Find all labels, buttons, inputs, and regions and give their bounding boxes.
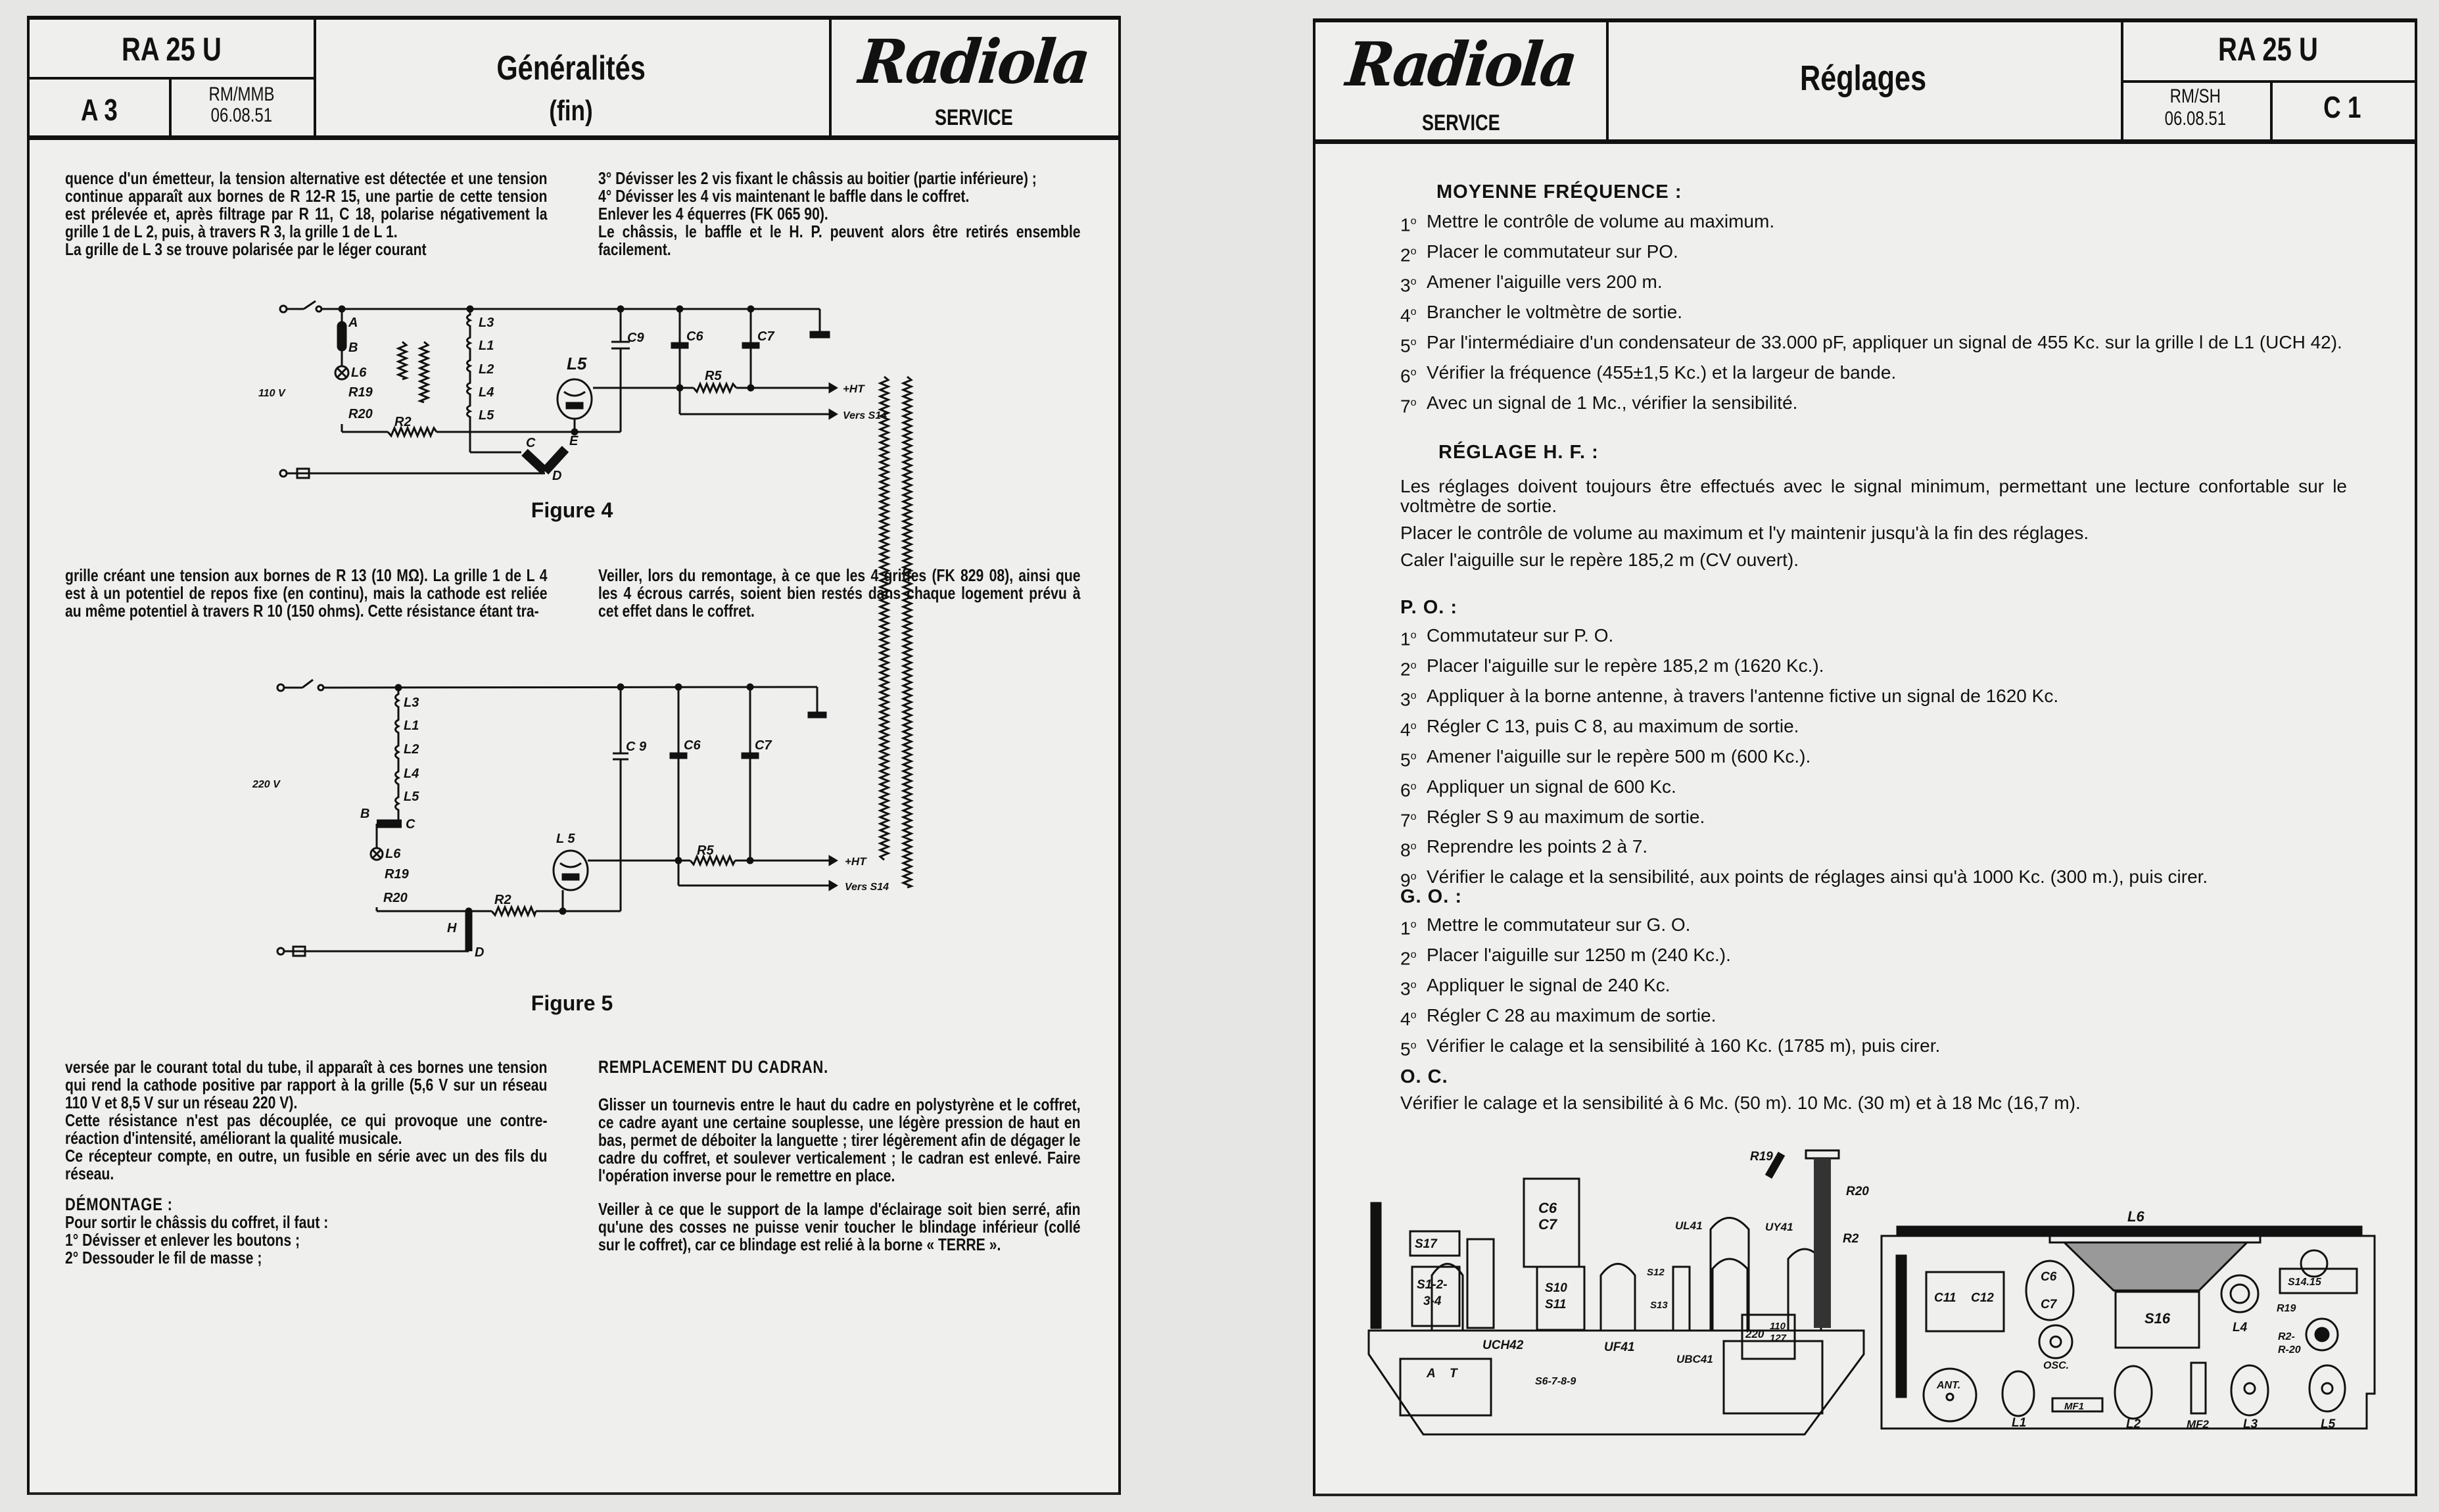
figure-4-caption: Figure 4 (531, 498, 613, 522)
label: R19 (385, 867, 409, 882)
paragraph: 4° Dévisser les 4 vis maintenant le baffle dans le coffret. (598, 186, 970, 206)
item-number: 9$^o$ (1400, 870, 1417, 891)
label: T (1450, 1367, 1457, 1381)
page-title: Généralités (fin) (314, 48, 829, 131)
label: C (526, 436, 536, 450)
figure-5-schematic (277, 377, 911, 956)
author: RM/SH (2169, 85, 2221, 107)
label: R20 (1846, 1185, 1869, 1198)
paragraph: La grille de L 3 se trouve polarisée par le léger courant (65, 239, 427, 259)
label: 127 (1770, 1333, 1787, 1344)
resistor (694, 384, 736, 392)
figure-4-labels (258, 316, 887, 483)
label: L1 (404, 719, 419, 733)
resistor (880, 377, 888, 860)
label: A (1427, 1367, 1436, 1381)
label: L4 (2233, 1321, 2248, 1335)
label: L5 (404, 790, 419, 804)
label: L3 (479, 316, 494, 330)
label: R2 (1843, 1232, 1859, 1246)
label: C6 (2041, 1270, 2057, 1284)
label: L4 (404, 767, 419, 781)
label: L6 (351, 366, 367, 380)
item-text: Avec un signal de 1 Mc., vérifier la sensibilité. (1427, 392, 1798, 413)
item-text: Mettre le contrôle de volume au maximum. (1427, 211, 1775, 231)
label: S12 (1647, 1267, 1665, 1278)
paragraph: Vérifier le calage et la sensibilité à 6 Mc. (50 m). 10 Mc. (30 m) et à 18 Mc (16,7 m). (1400, 1093, 2081, 1113)
label: S13 (1650, 1300, 1668, 1311)
label: UF41 (1604, 1340, 1635, 1354)
list-item: 1° Dévisser et enlever les boutons ; (65, 1230, 300, 1250)
item-text: Placer l'aiguille sur le repère 185,2 m (1620 Kc.). (1427, 655, 1824, 676)
label: R5 (697, 843, 714, 858)
item-text: Mettre le commutateur sur G. O. (1427, 914, 1691, 935)
paragraph: versée par le courant total du tube, il apparaît à ces bornes une tension qui rend la cathode positive par rapport à la grille (5,6 V sur un réseau 110 V et 8,5 V sur un réseau 220 V). (65, 1057, 548, 1112)
label: MF2 (2187, 1418, 2209, 1430)
label: C6 (684, 738, 701, 753)
label: +HT (845, 855, 866, 868)
label: C6 (1538, 1200, 1557, 1216)
item-text: Amener l'aiguille sur le repère 500 m (600 Kc.). (1427, 745, 1811, 767)
resistor (420, 342, 428, 402)
label: R19 (348, 385, 373, 400)
label: C12 (1971, 1291, 1994, 1305)
label: S6-7-8-9 (1535, 1376, 1576, 1387)
date: 06.08.51 (2164, 108, 2227, 130)
item-text: Régler S 9 au maximum de sortie. (1427, 806, 1705, 827)
item-text: Vérifier la fréquence (455±1,5 Kc.) et la largeur de bande. (1427, 362, 1897, 383)
paragraph: Ce récepteur compte, en outre, un fusible en série avec un des fils du réseau. (65, 1146, 548, 1183)
label: L1 (2012, 1416, 2027, 1430)
label: 110 (1770, 1321, 1786, 1332)
label: C7 (2041, 1298, 2057, 1311)
item-text: Appliquer un signal de 600 Kc. (1427, 776, 1676, 797)
list-item: 2° Dessouder le fil de masse ; (65, 1248, 262, 1267)
ground-symbol (811, 332, 829, 337)
paragraph: Caler l'aiguille sur le repère 185,2 m (CV ouvert). (1400, 550, 1799, 570)
item-number: 6$^o$ (1400, 365, 1417, 386)
author: RM/MMB (208, 83, 274, 105)
section-heading: RÉGLAGE H. F. : (1438, 442, 1599, 463)
label: S10 (1545, 1281, 1567, 1295)
resistor (398, 342, 406, 379)
resistor (903, 377, 911, 887)
section-heading: P. O. : (1400, 597, 1458, 618)
item-text: Placer l'aiguille sur 1250 m (240 Kc.). (1427, 944, 1731, 965)
section-heading: G. O. : (1400, 886, 1462, 907)
radiola-logo: Radiola (1343, 29, 1578, 100)
page-code: C 1 (2323, 90, 2361, 124)
label: S11 (1545, 1298, 1567, 1311)
item-number: 2$^o$ (1400, 948, 1417, 969)
label: L5 (2321, 1417, 2336, 1431)
section-heading: MOYENNE FRÉQUENCE : (1436, 181, 1682, 202)
item-number: 3$^o$ (1400, 978, 1417, 999)
fuse (338, 322, 346, 350)
label: R20 (383, 891, 408, 905)
page-code: A 3 (81, 93, 118, 127)
label: L2 (2126, 1417, 2141, 1431)
label: S1-2- (1417, 1278, 1448, 1292)
paragraph: 3° Dévisser les 2 vis fixant le châssis au boitier (partie inférieure) ; (598, 168, 1037, 188)
paragraph: Veiller à ce que le support de la lampe d'éclairage soit bien serré, afin qu'une des cosses ne puisse venir toucher le blindage inférieur (collé sur le coffret), car ce blindage est relié à la borne « TERRE ». (598, 1199, 1081, 1254)
item-number: 7$^o$ (1400, 395, 1417, 416)
item-number: 4$^o$ (1400, 719, 1417, 740)
label: L6 (385, 847, 401, 861)
label: B (360, 807, 370, 821)
paragraph: Le châssis, le baffle et le H. P. peuvent alors être retirés ensemble facilement. (598, 222, 1081, 259)
section-heading-demontage: DÉMONTAGE : (65, 1194, 173, 1214)
label: R19 (1750, 1150, 1773, 1164)
item-number: 3$^o$ (1400, 275, 1417, 296)
item-number: 5$^o$ (1400, 749, 1417, 770)
label: D (552, 469, 562, 483)
label: UL41 (1675, 1219, 1703, 1232)
label: C7 (757, 329, 774, 344)
service-label: SERVICE (1421, 110, 1500, 135)
rectifier-tube (557, 379, 592, 419)
label: S17 (1415, 1237, 1437, 1251)
item-number: 4$^o$ (1400, 1008, 1417, 1029)
label: L2 (479, 362, 494, 377)
paragraph: Enlever les 4 équerres (FK 065 90). (598, 204, 828, 224)
radiola-logo: Radiola (856, 26, 1091, 97)
label: L6 (2127, 1208, 2144, 1225)
item-text: Amener l'aiguille vers 200 m. (1427, 271, 1663, 292)
item-text: Régler C 13, puis C 8, au maximum de sortie. (1427, 715, 1799, 736)
chassis-side-view (1369, 1150, 1864, 1434)
paragraph: Cette résistance n'est pas découplée, ce qui provoque une contre-réaction d'intensité, améliorant la qualité musicale. (65, 1110, 548, 1148)
label: L1 (479, 339, 494, 353)
item-text: Brancher le voltmètre de sortie. (1427, 301, 1683, 322)
label: R-20 (2278, 1344, 2301, 1356)
item-number: 3$^o$ (1400, 689, 1417, 710)
chassis-side-labels (1415, 1150, 1869, 1387)
resistor (492, 907, 536, 915)
label: L4 (479, 385, 494, 400)
paragraph: Les réglages doivent toujours être effectués avec le signal minimum, permettant une lecture confortable sur le voltmètre de sortie. (1400, 476, 2347, 516)
item-text: Appliquer à la borne antenne, à travers l'antenne fictive un signal de 1620 Kc. (1427, 685, 2059, 706)
paragraph: Veiller, lors du remontage, à ce que les 4 griffes (FK 829 08), ainsi que les 4 écrous carrés, soient bien restés dans chaque logement prévu à cet effet dans le coffret. (598, 565, 1081, 621)
item-number: 8$^o$ (1400, 839, 1417, 861)
label: L2 (404, 742, 419, 757)
label: UY41 (1765, 1221, 1793, 1233)
label: MF1 (2064, 1401, 2084, 1412)
item-text: Placer le commutateur sur PO. (1427, 241, 1678, 262)
paragraph: Placer le contrôle de volume au maximum et l'y maintenir jusqu'à la fin des réglages. (1400, 523, 2089, 543)
figure-5-caption: Figure 5 (531, 991, 613, 1015)
item-number: 1$^o$ (1400, 918, 1417, 939)
item-text: Vérifier le calage et la sensibilité à 160 Kc. (1785 m), puis cirer. (1427, 1035, 1941, 1056)
filament-chain (467, 309, 471, 423)
label: UBC41 (1676, 1353, 1713, 1365)
item-text: Vérifier le calage et la sensibilité, aux points de réglages ainsi qu'à 1000 Kc. (300 m.), puis cirer. (1427, 866, 2208, 887)
item-number: 7$^o$ (1400, 809, 1417, 830)
item-number: 2$^o$ (1400, 245, 1417, 266)
label: C7 (755, 738, 772, 753)
chassis-top-view (1882, 1227, 2375, 1429)
label: R19 (2277, 1303, 2296, 1314)
section-heading-cadran: REMPLACEMENT DU CADRAN. (598, 1057, 829, 1077)
filament-chain (396, 688, 399, 816)
label: R2 (494, 893, 511, 907)
service-label: SERVICE (934, 105, 1013, 130)
label: L3 (404, 696, 419, 710)
label: OSC. (2043, 1360, 2070, 1371)
item-number: 5$^o$ (1400, 335, 1417, 356)
label: R2- (2278, 1331, 2295, 1342)
label: C7 (1538, 1216, 1557, 1233)
model-number: RA 25 U (2217, 31, 2318, 68)
label: ANT. (1937, 1380, 1961, 1391)
page-title: Réglages (1800, 59, 1927, 98)
label: 110 V (258, 388, 285, 399)
page-subtitle: (fin) (549, 95, 594, 127)
paragraph: grille créant une tension aux bornes de R 13 (10 MΩ). La grille 1 de L 4 est à un potentiel de repos fixe (en continu), mais la cathode est reliée au même potentiel à travers R 10 (150 ohms). Cette résistance étant tra- (65, 565, 548, 621)
model-number: RA 25 U (122, 31, 222, 68)
paragraph: Glisser un tournevis entre le haut du cadre en polystyrène et le coffret, ce cadre ayant une certaine souplesse, une légère pression de haut en bas, permet de déboiter la languette ; tirer légèrement afin de dégager le cadre du coffret, et soulever verticalement ; le cadran est enlevé. Faire l'opération inverse pour le remettre en place. (598, 1095, 1081, 1185)
item-text: Appliquer le signal de 240 Kc. (1427, 974, 1670, 995)
label: R5 (705, 369, 722, 383)
item-number: 6$^o$ (1400, 779, 1417, 800)
label: UCH42 (1482, 1338, 1524, 1352)
label: H (447, 921, 457, 935)
section-heading: O. C. (1400, 1066, 1448, 1087)
item-number: 4$^o$ (1400, 305, 1417, 326)
label: D (475, 945, 485, 960)
list-item: Pour sortir le châssis du coffret, il faut : (65, 1212, 329, 1232)
label: Vers S14 (845, 882, 889, 893)
label: 220 V (252, 779, 280, 790)
item-text: Reprendre les points 2 à 7. (1427, 836, 1648, 857)
item-text: Commutateur sur P. O. (1427, 625, 1614, 646)
label: C9 (627, 331, 644, 345)
label: 3-4 (1423, 1294, 1442, 1308)
item-text: Par l'intermédiaire d'un condensateur de 33.000 pF, appliquer un signal de 455 Kc. sur la grille l de L1 (UCH 42). (1427, 331, 2342, 352)
paragraph: quence d'un émetteur, la tension alternative est détectée et une tension continue apparaît aux bornes de R 12-R 15, une partie de cette tension est prélevée et, après filtrage par R 11, C 18, polarise négativement la grille 1 de L 2, puis, à travers R 3, la grille 1 de L 1. (65, 168, 548, 241)
label: S16 (2144, 1310, 2171, 1327)
date: 06.08.51 (210, 105, 272, 126)
item-number: 1$^o$ (1400, 214, 1417, 235)
item-text: Régler C 28 au maximum de sortie. (1427, 1004, 1717, 1026)
label: Vers S14 (843, 410, 888, 421)
label: R2 (394, 415, 412, 429)
label: +HT (843, 383, 864, 395)
label: C6 (686, 329, 703, 344)
label: E (569, 434, 579, 448)
label: L 5 (556, 832, 575, 846)
label: C11 (1934, 1291, 1956, 1305)
label: A (348, 316, 358, 330)
label: L5 (567, 354, 587, 373)
item-number: 5$^o$ (1400, 1039, 1417, 1060)
label: B (348, 341, 358, 355)
label: C (406, 817, 415, 832)
label: 220 (1745, 1328, 1764, 1340)
label: R20 (348, 407, 373, 421)
item-number: 1$^o$ (1400, 628, 1417, 650)
item-number: 2$^o$ (1400, 659, 1417, 680)
label: L3 (2243, 1417, 2258, 1431)
label: L5 (479, 408, 494, 423)
figure-5-labels (252, 696, 889, 960)
label: C 9 (626, 740, 647, 754)
label: S14.15 (2288, 1277, 2321, 1288)
